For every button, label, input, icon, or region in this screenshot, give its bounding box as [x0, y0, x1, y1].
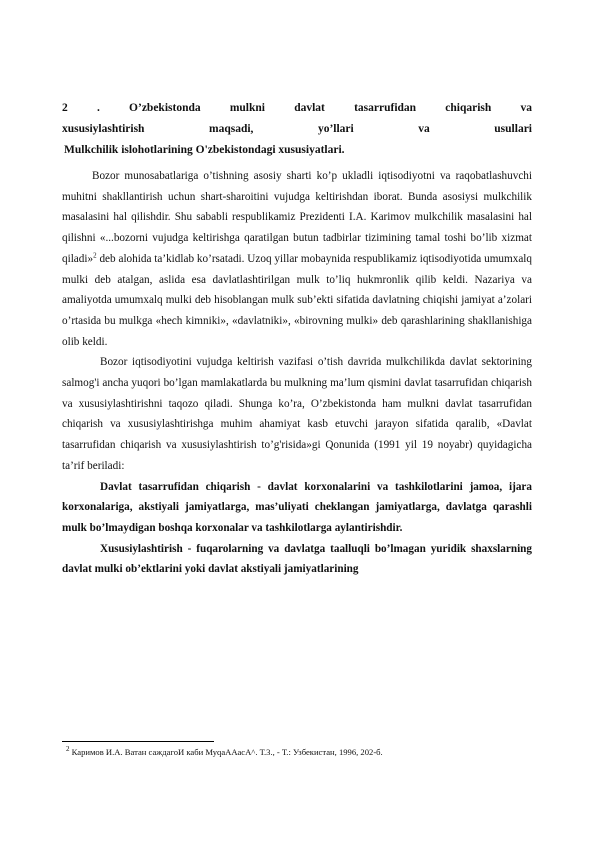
footnote-reference: 2	[93, 251, 97, 260]
section-heading-line-2: xususiylashtirish maqsadi, yo’llari va usullari	[62, 123, 532, 135]
paragraph-3-definition: Davlat tasarrufidan chiqarish - davlat korxonalarini va tashkilotlarini jamoa, ijara korxonalariga, akstiyali jamiyatlarga, mas’uliyati cheklangan jamiyatlarga, davlatga qarashli mulk bo’lmaydigan boshqa korxonalar va tashkilotlarga aylantirishdir.	[62, 480, 532, 534]
section-heading-line-1: 2 . O’zbekistonda mulkni davlat tasarrufidan chiqarish va	[62, 102, 532, 114]
footnote-number: 2	[66, 745, 70, 754]
document-body	[62, 98, 532, 580]
paragraph-1-text-a: Bozor munosabatlariga o’tishning asosiy sharti ko’p ukladli iqtisodiyotni va raqobatlashuvchi muhitni shakllantirish uchun shart-sharoitini vujudga keltirishdan iborat. Bunda asosiysi mulkchilik masalasini hal qilishdir. Shu sababli respublikamiz Prezidenti I.A. Karimov mulkchilik masalasini hal qilishni «...bozorni vujudga keltirishga qaratilgan butun tadbirlar tizimining tamal toshi bo’lib xizmat qiladi»	[62, 170, 532, 265]
footnote	[66, 746, 383, 758]
paragraph-4-definition: Xususiylashtirish - fuqarolarning va davlatga taalluqli bo’lmagan yuridik shaxslarning davlat mulki ob’ektlarini yoki davlat akstiyali jamiyatlarining	[62, 542, 532, 576]
paragraph-2: Bozor iqtisodiyotini vujudga keltirish vazifasi o’tish davrida mulkchilikda davlat sektorining salmog'i ancha yuqori bo’lgan mamlakatlarda bu mulkning ma’lum qismini davlat tasarrufidan chiqarish va xususiylashtirishni taqozo qiladi. Shunga ko’ra, O’zbekistonda ham mulkni davlat tasarrufidan chiqarish va xususiylashtirishga muhim ahamiyat kasb etuvchi jarayon sifatida qaralib, «Davlat tasarrufidan chiqarish va xususiylashtirish to’g'risida»gi Qonunida (1991 yil 19 noyabr) quyidagicha ta’rif beriladi:	[62, 356, 532, 472]
paragraph-1	[62, 166, 532, 352]
footnote-divider	[62, 741, 214, 742]
paragraph-1-text-b: deb alohida ta’kidlab ko’rsatadi. Uzoq yillar mobaynida respublikamiz iqtisodiyotida umumxalq mulki deb atalgan, aslida esa davlatlashtirilgan mulk to’liq hukmronlik qilib keldi. Nazariya va amaliyotda umumxalq mulki deb hisoblangan mulk sub’ekti sifatida davlatning chiqishi jamiyat a’zolari o’rtasida bu mulkga «hech kimniki», «davlatniki», «birovning mulki» deb qarashlarining shakllanishiga olib keldi.	[62, 252, 532, 348]
footnote-text: Каримов И.А. Ватан саждагоИ каби МуqaААасА^. Т.3., - Т.: Узбекистан, 1996, 202-б.	[69, 747, 383, 757]
section-subtitle: Mulkchilik islohotlarining O'zbekistondagi xususiyatlari.	[64, 144, 345, 156]
